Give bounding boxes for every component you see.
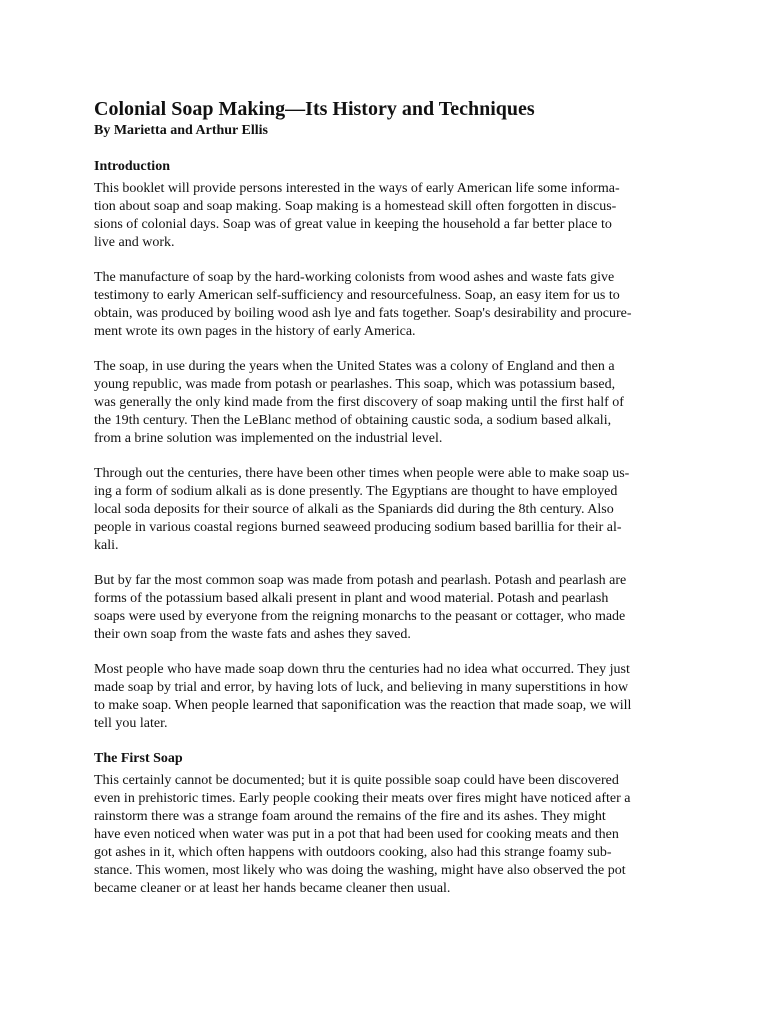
paragraph: Through out the centuries, there have been other times when people were able to make soap us- ing a form of sodium alkali as is done presently. The Egyptians are thought to have employed local soda deposits for their source of alkali as the Spaniards did during the 8th century. Also people in various coastal regions burned seaweed producing sodium based barillia for their al- kali.: [94, 466, 630, 553]
paragraph: The soap, in use during the years when the United States was a colony of England and then a young republic, was made from potash or pearlashes. This soap, which was potassium based, was generally the only kind made from the first discovery of soap making until the first half of the 19th century. Then the LeBlanc method of obtaining caustic soda, a sodium based alkali, from a brine solution was implemented on the industrial level.: [94, 359, 624, 446]
author-byline: By Marietta and Arthur Ellis: [94, 123, 268, 138]
section-heading-the-first-soap: The First Soap: [94, 751, 183, 766]
paragraph: This booklet will provide persons interested in the ways of early American life some informa- tion about soap and soap making. Soap making is a homestead skill often forgotten in discus- sions of colonial days. Soap was of great value in keeping the household a far better place to live and work.: [94, 181, 620, 250]
section-the-first-soap: [94, 750, 678, 898]
section-introduction: [94, 158, 678, 733]
paragraph: Most people who have made soap down thru the centuries had no idea what occurred. They just made soap by trial and error, by having lots of luck, and believing in many superstitions in how to make soap. When people learned that saponification was the reaction that made soap, we will tell you later.: [94, 662, 632, 731]
paragraph: This certainly cannot be documented; but it is quite possible soap could have been discovered even in prehistoric times. Early people cooking their meats over fires might have noticed after a rainstorm there was a strange foam around the remains of the fire and its ashes. They might have even noticed when water was put in a pot that had been used for cooking meats and then got ashes in it, which often happens with outdoors cooking, also had this strange foamy sub- stance. This women, most likely who was doing the washing, might have also observed the pot became cleaner or at least her hands became cleaner then usual.: [94, 773, 631, 896]
document-title: Colonial Soap Making—Its History and Techniques: [94, 98, 535, 120]
section-heading-introduction: Introduction: [94, 159, 170, 174]
document-page: [94, 96, 678, 898]
paragraph: The manufacture of soap by the hard-working colonists from wood ashes and waste fats give testimony to early American self-sufficiency and resourcefulness. Soap, an easy item for us to obtain, was produced by boiling wood ash lye and fats together. Soap's desirability and procure- ment wrote its own pages in the history of early America.: [94, 270, 632, 339]
paragraph: But by far the most common soap was made from potash and pearlash. Potash and pearlash are forms of the potassium based alkali present in plant and wood material. Potash and pearlash soaps were used by everyone from the reigning monarchs to the peasant or cottager, who made their own soap from the waste fats and ashes they saved.: [94, 573, 627, 642]
